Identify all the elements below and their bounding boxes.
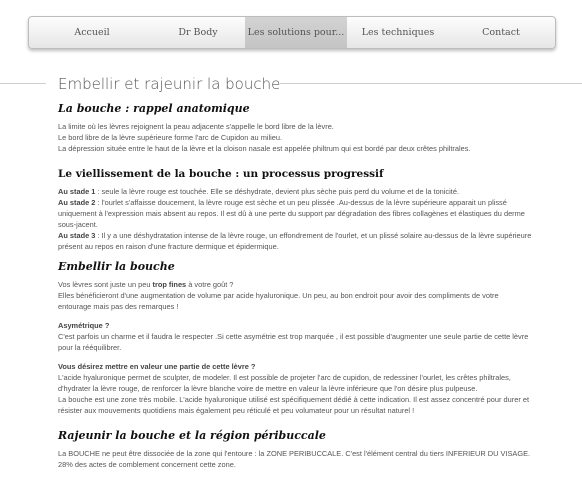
embellish-paragraph: Elles bénéficieront d'une augmentation de volume par acide hyaluronique. Un peu, au bon endroit pour avoir des compliments de votre entourage mais pas des remarques ! <box>58 291 499 311</box>
section-heading-anatomy: La bouche : rappel anatomique <box>58 102 250 115</box>
nav-item-techniques[interactable]: Les techniques <box>361 27 435 38</box>
section-heading-embellish: Embellir la bouche <box>58 260 175 273</box>
stage-paragraph <box>58 230 532 252</box>
intro-emphasis: trop fines <box>152 280 187 289</box>
section-heading-rejuvenate: Rajeunir la bouche et la région péribuccale <box>58 429 326 442</box>
rejuvenate-partial: 28% des actes de comblement concernent cette zone. <box>58 460 236 469</box>
intro-text: à votre goût ? <box>186 280 234 289</box>
stage-text: : Il y a une déshydratation intense de la lèvre rouge, un effondrement de l'ourlet, et un plissé solaire au-dessus de la lèvre supérieure présent au repos en raison d'une fracture dermique et épidermique. <box>58 231 532 251</box>
anatomy-line: La limite où les lèvres rejoignent la peau adjacente s'appelle le bord libre de la lèvre. <box>58 122 334 131</box>
stage-text: : seule la lèvre rouge est touchée. Elle se déshydrate, devient plus sèche puis perd du volume et de la tonicité. <box>95 187 459 196</box>
main-nav <box>28 16 556 49</box>
title-divider-left <box>0 83 46 84</box>
anatomy-line: La dépression située entre le haut de la lèvre et la cloison nasale est appelée philtrum qui est bordé par deux crêtes philtrales. <box>58 144 471 153</box>
nav-item-solutions[interactable]: Les solutions pour... <box>245 17 347 48</box>
stage-label: Au stade 3 <box>58 231 96 240</box>
highlight-paragraph: L'acide hyaluronique permet de sculpter, de modeler. Il est possible de projeter l'arc de cupidon, de redessiner l'ourlet, les crêtes philtrales, d'hydrater la lèvre rouge, de renforcer la lèvre blanche voire de mettre en valeur la lèvre inférieure que l'on désire plus pulpeuse. <box>58 373 511 393</box>
intro-text: Vos lèvres sont juste un peu <box>58 280 153 289</box>
nav-item-dr-body[interactable]: Dr Body <box>178 27 218 38</box>
stage-label: Au stade 2 <box>58 198 96 207</box>
section-heading-aging: Le viellissement de la bouche : un processus progressif <box>58 168 384 180</box>
highlight-title: Vous désirez mettre en valeur une partie de cette lèvre ? <box>58 362 256 371</box>
nav-item-accueil[interactable]: Accueil <box>74 27 110 38</box>
main-content <box>58 102 532 470</box>
anatomy-line: Le bord libre de la lèvre supérieure forme l'arc de Cupidon au milieu. <box>58 133 283 142</box>
stage-paragraph <box>58 197 532 230</box>
page-title: Embellir et rajeunir la bouche <box>58 75 281 93</box>
mobility-paragraph: La bouche est une zone très mobile. L'acide hyaluronique utilisé est spécifiquement dédié à cette indication. Il est assez concentré pour durer et résister aux mouvements quotidiens mais également peu réticulé et peu volumateur pour un résultat naturel ! <box>58 395 530 415</box>
stage-text: : l'ourlet s'affaisse doucement, la lèvre rouge est sèche et un peu plissée .Au-dessus de la lèvre supérieure apparait un plissé uniquement à l'expression mais absent au repos. Il est dû à une perte du support par dégradation des fibres collagènes et élastiques du derme sous-jacent. <box>58 198 525 229</box>
rejuvenate-paragraph: La BOUCHE ne peut être dissociée de la zone qui l'entoure : la ZONE PERIBUCCALE. C'est l'élément central du tiers INFERIEUR DU VISAGE. <box>58 449 531 458</box>
stage-paragraph <box>58 186 532 197</box>
asymmetry-title: Asymétrique ? <box>58 321 110 330</box>
stage-label: Au stade 1 <box>58 187 96 196</box>
title-divider-right <box>280 83 582 84</box>
asymmetry-paragraph: C'est parfois un charme et il faudra le respecter .Si cette asymétrie est trop marquée , il est possible d'augmenter une seule partie de cette lèvre pour la rééquilibrer. <box>58 332 529 352</box>
nav-item-contact[interactable]: Contact <box>482 27 520 38</box>
embellish-intro <box>58 279 532 290</box>
